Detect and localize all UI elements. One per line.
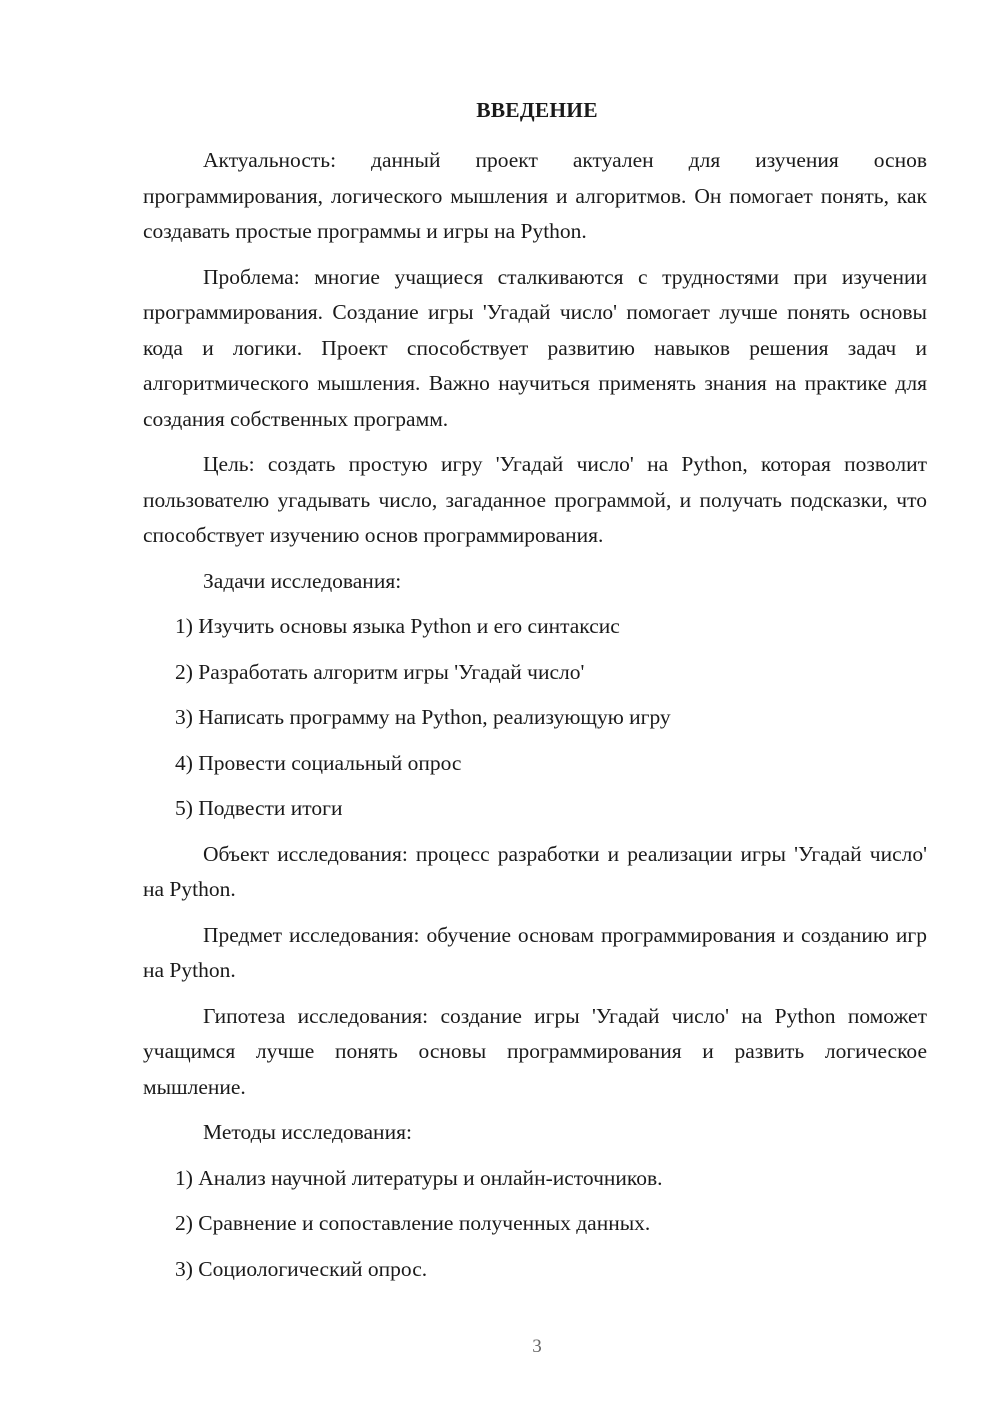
document-body bbox=[143, 143, 927, 1297]
task-item: 5) Подвести итоги bbox=[175, 796, 343, 820]
page-number: 3 bbox=[532, 1336, 542, 1357]
goal-paragraph: Цель: создать простую игру 'Угадай число' на Python, которая позволит пользователю угадывать число, загаданное программой, и получать подсказки, что способствует изучению основ программирования. bbox=[143, 452, 927, 547]
hypothesis-paragraph: Гипотеза исследования: создание игры 'Угадай число' на Python поможет учащимся лучше понять основы программирования и развить логическое мышление. bbox=[143, 1003, 927, 1099]
methods-list bbox=[143, 1161, 927, 1288]
task-item: 1) Изучить основы языка Python и его синтаксис bbox=[175, 614, 620, 638]
task-item: 4) Провести социальный опрос bbox=[175, 750, 462, 775]
task-item: 3) Написать программу на Python, реализующую игру bbox=[175, 705, 671, 729]
methods-heading: Методы исследования: bbox=[203, 1120, 412, 1144]
object-paragraph: Объект исследования: процесс разработки и реализации игры 'Угадай число' на Python. bbox=[143, 841, 927, 901]
tasks-list bbox=[143, 609, 927, 827]
task-item: 2) Разработать алгоритм игры 'Угадай число' bbox=[175, 659, 585, 684]
relevance-paragraph: Актуальность: данный проект актуален для изучения основ программирования, логического мышления и алгоритмов. Он помогает понять, как создавать простые программы и игры на Python. bbox=[143, 148, 927, 243]
method-item: 1) Анализ научной литературы и онлайн-источников. bbox=[175, 1165, 663, 1190]
problem-paragraph: Проблема: многие учащиеся сталкиваются с трудностями при изучении программирования. Создание игры 'Угадай число' помогает лучше понять основы кода и логики. Проект способствует развитию навыков решения задач и алгоритмического мышления. Важно научиться применять знания на практике для создания собственных программ. bbox=[143, 264, 927, 431]
method-item: 2) Сравнение и сопоставление полученных данных. bbox=[175, 1211, 651, 1235]
page-title: ВВЕДЕНИЕ bbox=[476, 98, 598, 122]
tasks-heading: Задачи исследования: bbox=[203, 568, 402, 593]
method-item: 3) Социологический опрос. bbox=[175, 1256, 428, 1281]
subject-paragraph: Предмет исследования: обучение основам программирования и созданию игр на Python. bbox=[143, 922, 927, 982]
